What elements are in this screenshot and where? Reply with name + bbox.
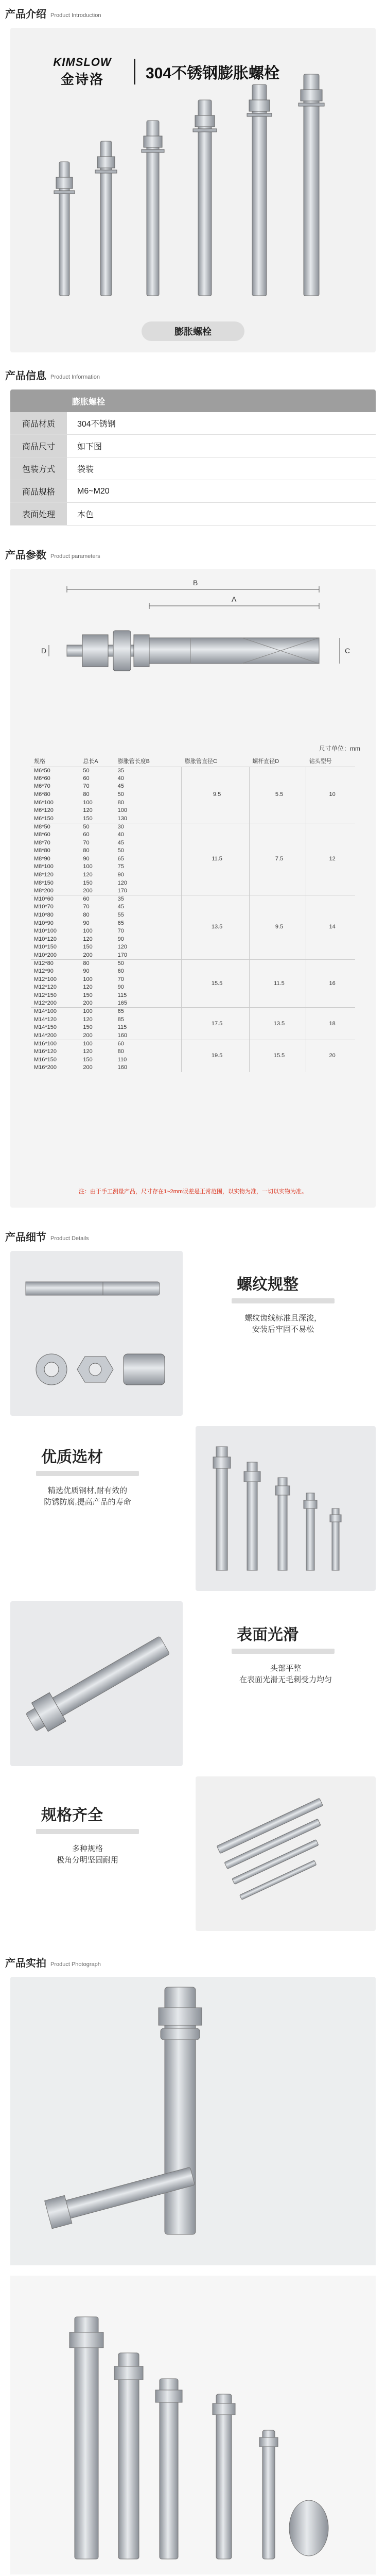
- photo-1: [10, 1977, 376, 2265]
- spec-cell: 120: [117, 944, 128, 951]
- dim-label-b: B: [193, 579, 198, 587]
- spec-cell: 60: [80, 895, 114, 904]
- spec-cell: 120: [83, 984, 93, 991]
- spec-group-cell: 5.5: [249, 767, 306, 823]
- info-row: [10, 412, 376, 435]
- spec-cell: 80: [83, 911, 90, 918]
- feature-title: 规格齐全: [41, 1807, 103, 1824]
- spec-cell: 150: [83, 1024, 93, 1031]
- dim-label-c: C: [345, 647, 350, 655]
- section-title: 产品参数: [5, 550, 46, 561]
- washer-shape: [95, 170, 117, 173]
- spec-group-cell: 14: [306, 895, 355, 960]
- spec-cell: 90: [117, 936, 124, 942]
- nut-shape: [195, 115, 215, 127]
- bolt-lineup-image: [10, 28, 376, 352]
- spec-cell: M8*150: [34, 879, 54, 886]
- spec-cell: 90: [83, 968, 90, 975]
- feature-title: 优质选材: [41, 1449, 103, 1466]
- spec-row: [31, 959, 355, 968]
- info-value: 本色: [77, 511, 94, 519]
- nut-shape: [144, 136, 162, 147]
- spec-cell: 165: [117, 1000, 128, 1007]
- spec-row: [31, 767, 355, 775]
- spec-cell: 90: [117, 872, 124, 878]
- washer-shape: [193, 129, 217, 132]
- spec-cell: 55: [117, 911, 124, 918]
- spec-cell: 120: [83, 807, 93, 814]
- spec-group-cell: 7.5: [249, 823, 306, 895]
- spec-cell: M12*100: [34, 976, 57, 982]
- spec-group-cell: 16: [306, 959, 355, 1008]
- feature-desc: [211, 1663, 360, 1686]
- feature-bar: [36, 1471, 139, 1476]
- spec-cell: M16*150: [34, 1056, 57, 1063]
- spec-group-cell: 15.5: [182, 959, 249, 1008]
- section-subtitle: Product parameters: [50, 553, 100, 560]
- params-section: [0, 541, 386, 1208]
- details-section: [0, 1223, 386, 1934]
- dim-label-a: A: [232, 595, 237, 603]
- spec-cell: 45: [117, 904, 124, 910]
- spec-cell: 150: [83, 879, 93, 886]
- info-row: [10, 480, 376, 503]
- nut-shape: [249, 100, 270, 111]
- section-title: 产品细节: [5, 1232, 46, 1243]
- spec-cell: 100: [80, 1040, 114, 1048]
- spec-cell: 160: [117, 1064, 128, 1071]
- measure-footnote: 注：由于手工测量产品，尺寸存在1~2mm误差是正常范围，以实物为准，一切以实物为准。: [79, 1189, 307, 1195]
- info-value: M6~M20: [77, 486, 110, 496]
- spec-header-row: [31, 755, 355, 767]
- spec-row: [31, 895, 355, 904]
- spec-cell: 70: [83, 783, 90, 790]
- spec-cell: M6*150: [34, 815, 54, 822]
- spec-cell: 80: [117, 799, 124, 806]
- spec-group-cell: 9.5: [249, 895, 306, 960]
- section-title: 产品信息: [5, 370, 46, 382]
- spec-cell: 130: [117, 815, 128, 822]
- spec-group-cell: 15.5: [249, 1040, 306, 1072]
- spec-cell: 100: [83, 976, 93, 982]
- detail-photo-sizes: [196, 1776, 376, 1931]
- product-caption: 膨胀螺栓: [142, 321, 244, 341]
- dimension-diagram: [10, 569, 376, 739]
- spec-cell: 35: [117, 767, 124, 774]
- spec-cell: 60: [117, 968, 124, 975]
- feature-bar: [232, 1649, 335, 1654]
- info-key: 表面处理: [10, 503, 67, 525]
- spec-cell: 150: [83, 992, 93, 998]
- detail-photo-surface: [10, 1601, 183, 1766]
- spec-cell: M12*120: [34, 984, 57, 991]
- spec-header: 膨胀管直径C: [182, 755, 249, 767]
- spec-cell: M10*200: [34, 952, 57, 958]
- spec-cell: M14*150: [34, 1024, 57, 1031]
- spec-cell: 150: [83, 815, 93, 822]
- spec-cell: 170: [117, 952, 128, 958]
- feature-desc-line: 多种规格: [72, 1844, 103, 1853]
- spec-cell: M8*100: [34, 863, 54, 870]
- spec-cell: M8*90: [34, 855, 50, 862]
- spec-header: 钻头型号: [306, 755, 355, 767]
- spec-cell: 70: [117, 928, 124, 935]
- info-heading: [0, 362, 386, 382]
- spec-header: 规格: [31, 755, 80, 767]
- spec-cell: M8*200: [34, 887, 54, 894]
- spec-row: [31, 1040, 355, 1048]
- spec-cell: 60: [83, 775, 90, 782]
- photos-heading: [0, 1949, 386, 1970]
- spec-cell: 85: [117, 1016, 124, 1023]
- spec-group-cell: 20: [306, 1040, 355, 1072]
- spec-cell: M10*80: [34, 911, 54, 918]
- info-table-header: 膨胀螺栓: [10, 389, 376, 412]
- spec-cell: 150: [83, 1056, 93, 1063]
- spec-cell: 120: [83, 936, 93, 942]
- washer-shape: [299, 103, 324, 106]
- spec-cell: 45: [117, 783, 124, 790]
- spec-cell: 120: [83, 872, 93, 878]
- spec-cell: M14*200: [34, 1032, 57, 1039]
- nut-shape: [301, 90, 322, 101]
- photos-section: [0, 1949, 386, 2576]
- spec-cell: 75: [117, 863, 124, 870]
- spec-header: 总长A: [80, 755, 114, 767]
- spec-cell: 120: [83, 1048, 93, 1055]
- feature-desc: [15, 1485, 160, 1508]
- spec-cell: 45: [117, 839, 124, 846]
- spec-table: [31, 755, 355, 1072]
- spec-cell: 70: [117, 976, 124, 982]
- detail-photo-material: [196, 1426, 376, 1591]
- feature-desc-line: 极角分明坚固耐用: [56, 1856, 118, 1865]
- spec-cell: 100: [83, 928, 93, 935]
- feature-desc-line: 螺纹齿线标准且深浚，: [244, 1314, 322, 1323]
- info-value: 304不锈钢: [77, 420, 116, 429]
- intro-heading: [0, 0, 386, 21]
- spec-cell: M10*60: [31, 895, 80, 904]
- spec-cell: M10*100: [34, 928, 57, 935]
- spec-cell: 80: [117, 1048, 124, 1055]
- info-value: 袋装: [77, 465, 94, 474]
- spec-cell: 90: [83, 920, 90, 926]
- section-subtitle: Product Introduction: [50, 12, 101, 19]
- params-card: [10, 569, 376, 1208]
- nut-shape: [97, 157, 115, 168]
- spec-cell: 115: [117, 1024, 127, 1031]
- spec-cell: M6*60: [34, 775, 50, 782]
- washer-shape: [142, 149, 164, 152]
- spec-cell: 200: [83, 1064, 93, 1071]
- spec-cell: 90: [83, 855, 90, 862]
- brand-name-cn: 金诗洛: [60, 71, 104, 87]
- spec-cell: 80: [80, 959, 114, 968]
- spec-cell: 50: [117, 791, 124, 798]
- info-table: [10, 389, 376, 526]
- spec-group-cell: 11.5: [249, 959, 306, 1008]
- spec-group-cell: 18: [306, 1008, 355, 1040]
- section-subtitle: Product Information: [50, 374, 100, 380]
- spec-cell: 70: [83, 839, 90, 846]
- spec-cell: M6*120: [34, 807, 54, 814]
- info-key: 商品规格: [10, 480, 67, 502]
- feature-bar: [36, 1829, 139, 1834]
- spec-cell: 200: [83, 887, 93, 894]
- spec-group-cell: 12: [306, 823, 355, 895]
- details-card: [10, 1251, 376, 1934]
- spec-cell: M6*70: [34, 783, 50, 790]
- info-key: 商品材质: [10, 412, 67, 434]
- spec-header: 膨胀管长度B: [115, 755, 182, 767]
- feature-desc-line: 防锈防腐,提高产品的寿命: [44, 1498, 131, 1506]
- info-row: [10, 435, 376, 457]
- detail-photo-thread: [10, 1251, 183, 1416]
- spec-cell: 30: [115, 823, 182, 831]
- info-section: [0, 362, 386, 526]
- info-value: 如下图: [77, 443, 102, 451]
- spec-cell: M14*120: [34, 1016, 57, 1023]
- spec-cell: 80: [83, 791, 90, 798]
- spec-cell: 50: [80, 823, 114, 831]
- spec-cell: 80: [83, 848, 90, 854]
- spec-cell: 150: [83, 944, 93, 951]
- spec-cell: 170: [117, 887, 128, 894]
- spec-cell: 40: [117, 832, 124, 838]
- spec-cell: M16*200: [34, 1064, 57, 1071]
- spec-cell: 40: [117, 775, 124, 782]
- feature-title: 表面光滑: [237, 1626, 299, 1643]
- bolt-shape: [304, 74, 319, 296]
- spec-cell: 70: [83, 904, 90, 910]
- nut-shape: [56, 177, 73, 189]
- spec-cell: M10*90: [34, 920, 54, 926]
- spec-cell: 120: [83, 1016, 93, 1023]
- spec-cell: 200: [83, 1000, 93, 1007]
- spec-cell: 100: [83, 863, 93, 870]
- spec-cell: M6*50: [34, 767, 50, 774]
- spec-cell: 100: [83, 799, 93, 806]
- section-subtitle: Product Photograph: [50, 1961, 101, 1968]
- spec-cell: 50: [115, 959, 182, 968]
- feature-desc-line: 精选优质钢材,耐有效的: [47, 1486, 128, 1495]
- spec-group-cell: 17.5: [182, 1008, 249, 1040]
- dim-label-d: D: [41, 647, 47, 655]
- spec-cell: 100: [117, 807, 128, 814]
- spec-cell: 65: [117, 855, 124, 862]
- info-key: 包装方式: [10, 457, 67, 480]
- feature-desc-line: 头部平整: [270, 1664, 301, 1673]
- spec-cell: 35: [115, 895, 182, 904]
- spec-group-cell: 13.5: [182, 895, 249, 960]
- washer-shape: [54, 191, 75, 194]
- feature-desc-line: 安装后牢固不易松: [252, 1325, 314, 1334]
- photo-2: [10, 2276, 376, 2574]
- params-heading: [0, 541, 386, 562]
- spec-cell: M12*80: [31, 959, 80, 968]
- spec-row: [31, 1008, 355, 1016]
- section-subtitle: Product Details: [50, 1235, 89, 1242]
- brand-tagline: 304不锈钢膨胀螺栓: [146, 65, 280, 82]
- spec-cell: M12*200: [34, 1000, 57, 1007]
- spec-cell: 60: [83, 832, 90, 838]
- spec-cell: 65: [115, 1008, 182, 1016]
- spec-cell: M12*90: [34, 968, 54, 975]
- feature-desc: [21, 1843, 154, 1866]
- spec-cell: M6*100: [34, 799, 54, 806]
- info-row: [10, 503, 376, 526]
- spec-cell: 160: [117, 1032, 128, 1039]
- spec-cell: 120: [117, 879, 128, 886]
- washer-shape: [247, 113, 272, 116]
- spec-row: [31, 823, 355, 831]
- unit-note: 尺寸单位：mm: [319, 745, 360, 752]
- photos-card: [10, 1977, 376, 2576]
- spec-group-cell: 10: [306, 767, 355, 823]
- spec-group-cell: 9.5: [182, 767, 249, 823]
- spec-group-cell: 19.5: [182, 1040, 249, 1072]
- spec-cell: M6*80: [34, 791, 50, 798]
- spec-cell: 90: [117, 984, 124, 991]
- feature-bar: [232, 1298, 335, 1303]
- spec-cell: 200: [83, 952, 93, 958]
- intro-section: [0, 0, 386, 352]
- spec-cell: M16*100: [31, 1040, 80, 1048]
- spec-cell: 50: [117, 848, 124, 854]
- feature-title: 螺纹规整: [237, 1276, 299, 1293]
- details-heading: [0, 1223, 386, 1244]
- spec-cell: M12*150: [34, 992, 57, 998]
- spec-cell: M8*80: [34, 848, 50, 854]
- info-key: 商品尺寸: [10, 435, 67, 457]
- feature-desc: [216, 1313, 350, 1335]
- spec-cell: 65: [117, 920, 124, 926]
- spec-group-cell: 11.5: [182, 823, 249, 895]
- spec-cell: M8*70: [34, 839, 50, 846]
- spec-cell: 50: [83, 767, 90, 774]
- spec-cell: M8*120: [34, 872, 54, 878]
- brand-name-en: KIMSLOW: [53, 55, 112, 69]
- spec-cell: M16*120: [34, 1048, 57, 1055]
- brand-card: [10, 28, 376, 352]
- section-title: 产品介绍: [5, 9, 46, 20]
- spec-cell: 60: [115, 1040, 182, 1048]
- spec-header: 螺杆直径D: [249, 755, 306, 767]
- spec-cell: 115: [117, 992, 127, 998]
- spec-cell: M10*120: [34, 936, 57, 942]
- spec-cell: M8*50: [31, 823, 80, 831]
- section-title: 产品实拍: [5, 1958, 46, 1969]
- feature-desc-line: 在表面光滑无毛刺受力均匀: [239, 1675, 332, 1684]
- spec-cell: M10*70: [34, 904, 54, 910]
- spec-cell: M8*60: [34, 832, 50, 838]
- spec-cell: 200: [83, 1032, 93, 1039]
- info-row: [10, 457, 376, 480]
- spec-cell: 110: [117, 1056, 127, 1063]
- spec-cell: 100: [80, 1008, 114, 1016]
- spec-group-cell: 13.5: [249, 1008, 306, 1040]
- spec-cell: M10*150: [34, 944, 57, 951]
- spec-cell: M14*100: [31, 1008, 80, 1016]
